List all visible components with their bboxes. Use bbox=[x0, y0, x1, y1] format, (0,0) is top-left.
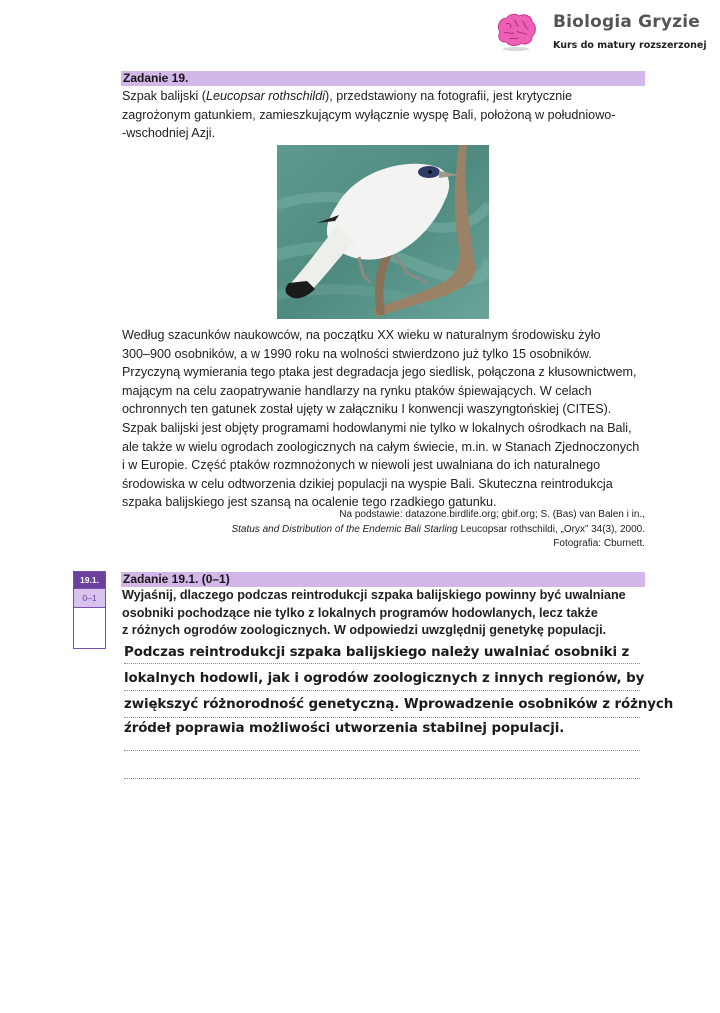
source-line: Na podstawie: datazone.birdlife.org; gbif.org; S. (Bas) van Balen i in., bbox=[339, 509, 645, 520]
answer-line-text: Podczas reintrodukcji szpaka balijskiego należy uwalniać osobniki z bbox=[124, 645, 630, 660]
paragraph-line: Szpak balijski jest objęty programami hodowlanymi nie tylko w lokalnych ośrodkach na Bali, bbox=[122, 421, 632, 435]
answer-dotted-line bbox=[124, 778, 640, 779]
task-intro bbox=[122, 87, 652, 143]
subtask-question bbox=[122, 587, 652, 640]
brand-title: Biologia Gryzie bbox=[553, 12, 701, 32]
task-header: Zadanie 19. bbox=[123, 71, 189, 85]
paragraph-line: ale także w wielu ogrodach zoologicznych na całym świecie, m.in. w Stanach Zjednoczonych bbox=[122, 439, 640, 454]
paragraph-line: Przyczyną wymierania tego ptaka jest degradacja jego siedlisk, połączona z kłusownictwem, bbox=[122, 365, 637, 379]
intro-text: ), przedstawiony na fotografii, jest krytycznie bbox=[325, 89, 573, 103]
species-name: Leucopsar rothschildi bbox=[206, 89, 326, 103]
answer-dotted-line bbox=[124, 663, 640, 664]
answer-line-text: źródeł poprawia możliwości utworzenia stabilnej populacji. bbox=[124, 721, 565, 736]
question-line: Wyjaśnij, dlaczego podczas reintrodukcji szpaka balijskiego powinny być uwalniane bbox=[122, 588, 626, 602]
intro-text: Szpak balijski ( bbox=[122, 89, 206, 103]
paragraph-2 bbox=[122, 419, 652, 512]
source-citation bbox=[231, 508, 645, 552]
subtask-header-bar bbox=[121, 572, 645, 587]
answer-dotted-line bbox=[124, 690, 640, 691]
brain-icon bbox=[494, 12, 538, 52]
photo-credit: Fotografia: Cburnett. bbox=[553, 538, 645, 549]
paragraph-line: Według szacunków naukowców, na początku XX wieku w naturalnym środowisku żyło bbox=[122, 328, 601, 342]
paragraph-1 bbox=[122, 326, 652, 419]
score-field[interactable] bbox=[74, 608, 105, 648]
paragraph-line: szpaka balijskiego jest szansą na ocalenie tego rzadkiego gatunku. bbox=[122, 495, 497, 509]
source-line: Leucopsar rothschildi, „Oryx” 34(3), 2000. bbox=[457, 523, 645, 535]
paragraph-line: mającym na celu zaopatrywanie handlarzy na rynku ptaków śpiewających. W celach bbox=[122, 383, 592, 398]
paragraph-line: i w Europie. Część ptaków rozmnożonych w niewoli jest uwalniana do ich naturalnego bbox=[122, 458, 601, 472]
score-box bbox=[73, 571, 106, 649]
paragraph-line: 300–900 osobników, a w 1990 roku na wolności stwierdzono już tylko 15 osobników. bbox=[122, 346, 592, 361]
brand-subtitle: Kurs do matury rozszerzonej bbox=[553, 40, 707, 51]
question-line: z różnych ogrodów zoologicznych. W odpowiedzi uwzględnij genetykę populacji. bbox=[122, 623, 607, 637]
task-header-bar bbox=[121, 71, 645, 86]
answer-line-text: lokalnych hodowli, jak i ogrodów zoologicznych z innych regionów, by bbox=[124, 671, 645, 686]
subtask-header: Zadanie 19.1. (0–1) bbox=[123, 572, 230, 586]
answer-dotted-line bbox=[124, 750, 640, 751]
intro-line: zagrożonym gatunkiem, zamieszkującym wyłącznie wyspę Bali, położoną w południowo- bbox=[122, 107, 616, 122]
score-range: 0–1 bbox=[74, 588, 105, 608]
bali-starling-image bbox=[277, 145, 489, 319]
brand-header bbox=[494, 10, 714, 56]
answer-dotted-line bbox=[124, 717, 640, 718]
paragraph-line: ochronnych ten gatunek został ujęty w załączniku I konwencji waszyngtońskiej (CITES). bbox=[122, 402, 612, 416]
paragraph-line: środowiska w celu odtworzenia dzikiej populacji na wyspie Bali. Skuteczna reintrodukcja bbox=[122, 476, 613, 491]
intro-line: -wschodniej Azji. bbox=[122, 126, 216, 140]
answer-line-text: zwiększyć różnorodność genetyczną. Wprowadzenie osobników z różnych bbox=[124, 697, 674, 712]
question-line: osobniki pochodzące nie tylko z lokalnych programów hodowlanych, lecz także bbox=[122, 605, 598, 620]
source-title: Status and Distribution of the Endemic Bali Starling bbox=[231, 523, 458, 535]
subtask-number: 19.1. bbox=[74, 572, 105, 588]
bird-photo bbox=[277, 145, 489, 319]
